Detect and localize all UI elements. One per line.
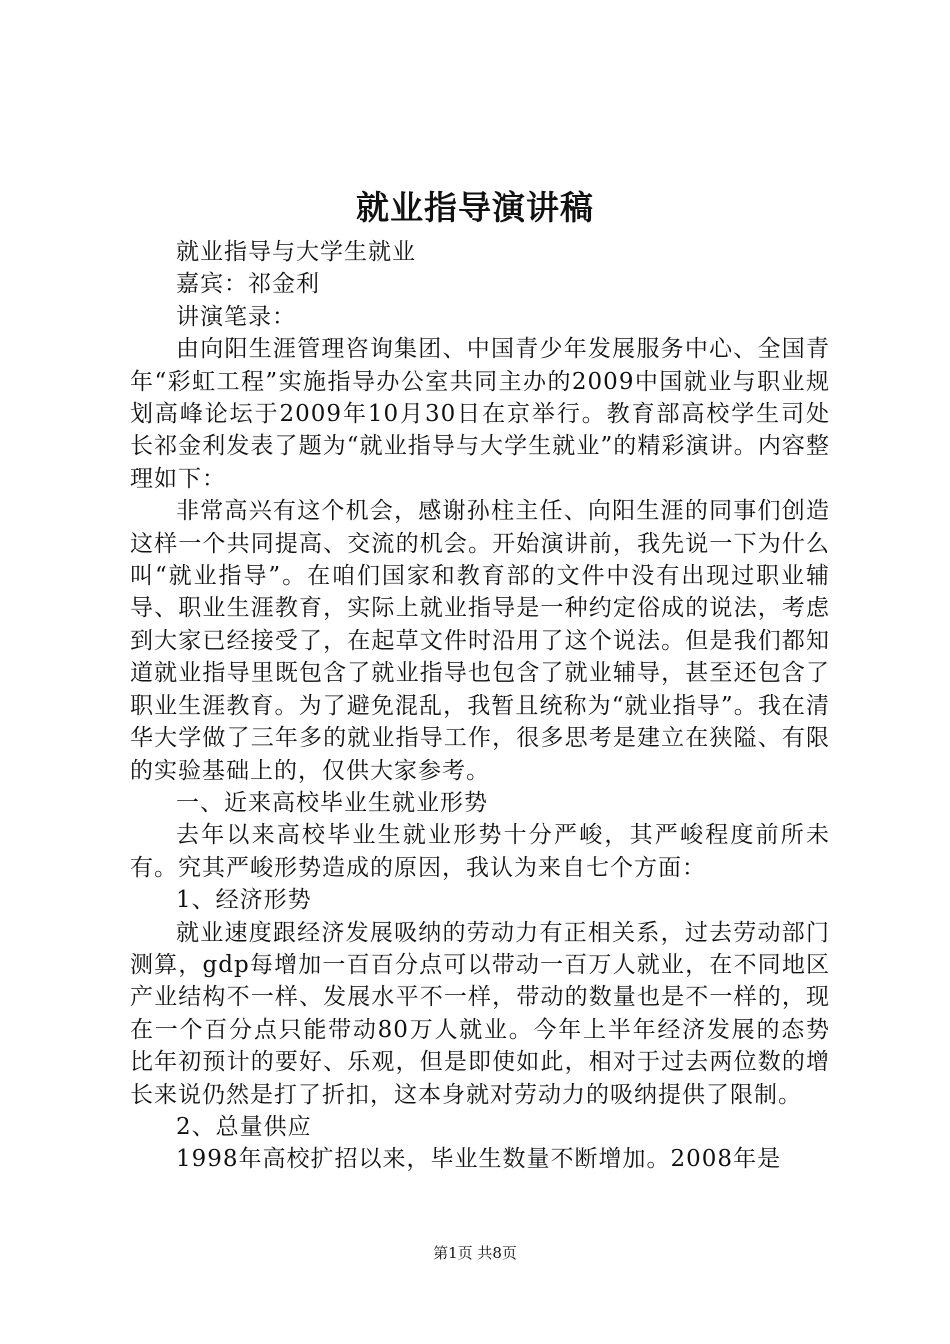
body-paragraph: 就业速度跟经济发展吸纳的劳动力有正相关系，过去劳动部门测算，gdp每增加一百百分点可以带动一百万人就业，在不同地区产业结构不一样、发展水平不一样，带动的数量也是不一样的，现在一个百分点只能带动80万人就业。今年上半年经济发展的态势比年初预计的要好、乐观，但是即使如此，相对于过去两位数的增长来说仍然是打了折扣，这本身就对劳动力的吸纳提供了限制。: [130, 919, 830, 1108]
subtitle-paragraph: 就业指导与大学生就业: [176, 239, 416, 265]
body-paragraph: 非常高兴有这个机会，感谢孙柱主任、向阳生涯的同事们创造这样一个共同提高、交流的机会。开始演讲前，我先说一下为什么叫“就业指导”。在咱们国家和教育部的文件中没有出现过职业辅导、职业生涯教育，实际上就业指导是一种约定俗成的说法，考虑到大家已经接受了，在起草文件时沿用了这个说法。但是我们都知道就业指导里既包含了就业指导也包含了就业辅导，甚至还包含了职业生涯教育。为了避免混乱，我暂且统称为“就业指导”。我在清华大学做了三年多的就业指导工作，很多思考是建立在狭隘、有限的实验基础上的，仅供大家参考。: [130, 498, 830, 784]
section-heading: 一、近来高校毕业生就业形势: [176, 789, 488, 816]
document-title: 就业指导演讲稿: [356, 188, 594, 227]
subsection-heading: 2、总量供应: [176, 1113, 312, 1140]
page-number-footer: 第1页 共8页: [433, 1244, 517, 1262]
document-body: [130, 236, 830, 1176]
subsection-heading: 1、经济形势: [176, 887, 312, 914]
body-paragraph: 去年以来高校毕业生就业形势十分严峻，其严峻程度前所未有。究其严峻形势造成的原因，我认为来自七个方面：: [130, 822, 830, 881]
body-paragraph: 1998年高校扩招以来，毕业生数量不断增加。2008年是: [176, 1146, 782, 1173]
guest-paragraph: 嘉宾：祁金利: [176, 271, 320, 298]
body-paragraph: 由向阳生涯管理咨询集团、中国青少年发展服务中心、全国青年“彩虹工程”实施指导办公室共同主办的2009中国就业与职业规划高峰论坛于2009年10月30日在京举行。教育部高校学生司处长祁金利发表了题为“就业指导与大学生就业”的精彩演讲。内容整理如下：: [130, 336, 830, 492]
notes-heading: 讲演笔录：: [176, 303, 296, 330]
